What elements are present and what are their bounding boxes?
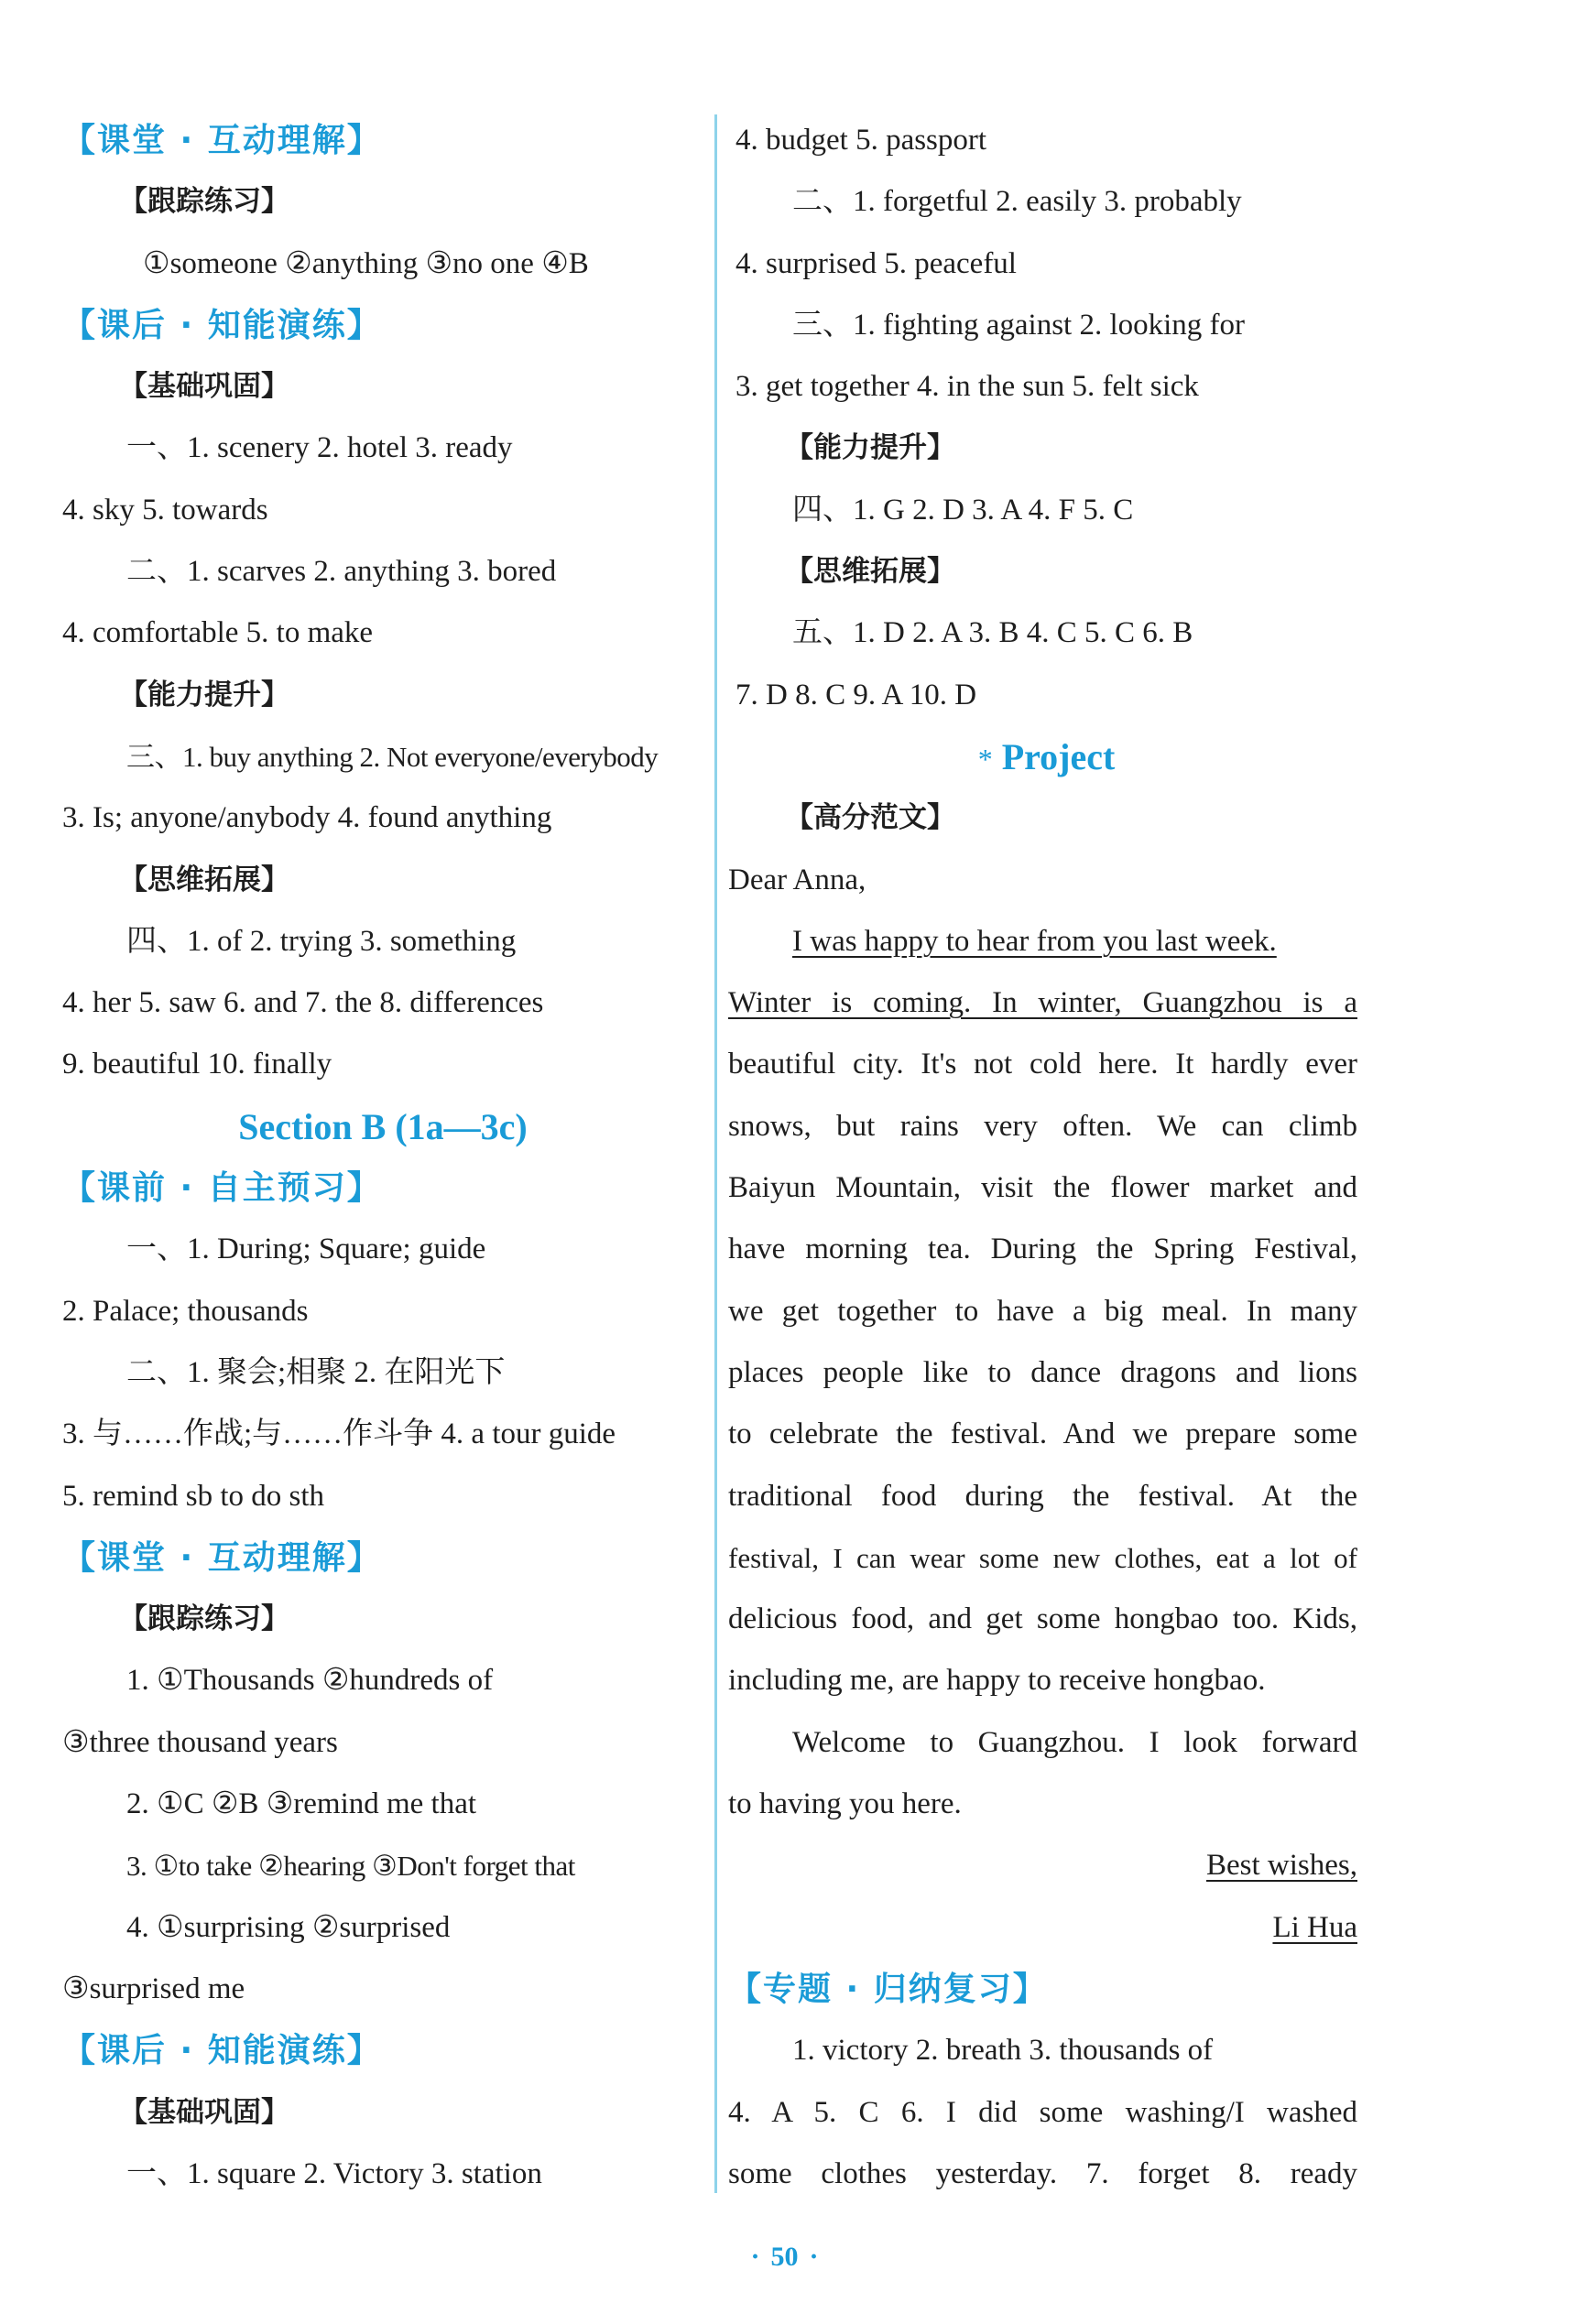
letter-line: beautiful city. It's not cold here. It hardly ever: [728, 1048, 1357, 1081]
letter-line: snows, but rains very often. We can climb: [728, 1109, 1357, 1143]
answer-line: 7. D 8. C 9. A 10. D: [735, 678, 977, 711]
left-column: [62, 110, 703, 2205]
letter-name: Li Hua: [1272, 1910, 1357, 1944]
answer-line: 一、1. During; Square; guide: [126, 1233, 486, 1266]
letter-line-text: I was happy to hear from you last week.: [792, 924, 1277, 958]
answer-line: 一、1. scenery 2. hotel 3. ready: [126, 431, 513, 465]
letter-line: including me, are happy to receive hongbao.: [728, 1664, 1266, 1698]
answer-line: ③three thousand years: [62, 1725, 338, 1759]
answer-line: ③surprised me: [62, 1971, 245, 2005]
heading-kehou-1: 【课后 · 知能演练】: [62, 306, 382, 344]
answer-line: 3. ①to take ②hearing ③Don't forget that: [126, 1850, 575, 1883]
page-number: 50: [770, 2242, 799, 2272]
subheading-nengli-1: 【能力提升】: [119, 678, 289, 711]
heading-ketang-1: 【课堂 · 互动理解】: [62, 122, 382, 159]
right-column: [728, 110, 1365, 2205]
answer-line: 三、1. fighting against 2. looking for: [792, 308, 1246, 342]
answer-line: 一、1. square 2. Victory 3. station: [126, 2156, 542, 2190]
answer-line: 2. Palace; thousands: [62, 1294, 309, 1328]
page-dot-right: ·: [809, 2242, 819, 2272]
letter-salutation: Dear Anna,: [728, 863, 866, 896]
letter-name-row: [728, 1897, 1365, 1959]
answer-line: 2. ①C ②B ③remind me that: [126, 1787, 477, 1821]
project-title-row: [728, 726, 1365, 787]
page-number-row: [0, 2242, 1569, 2273]
letter-line: festival, I can wear some new clothes, eat a lot of: [728, 1541, 1357, 1574]
project-title: Project: [1001, 735, 1116, 777]
answer-line: 4. A 5. C 6. I did some washing/I washed: [728, 2095, 1357, 2129]
page-dot-left: ·: [750, 2242, 760, 2272]
answer-line: 四、1. G 2. D 3. A 4. F 5. C: [792, 493, 1134, 527]
subheading-genzong-1: 【跟踪练习】: [119, 185, 289, 219]
subheading-nengli-2: 【能力提升】: [785, 431, 955, 465]
heading-keqian: 【课前 · 自主预习】: [62, 1169, 382, 1208]
answer-line: ①someone ②anything ③no one ④B: [143, 246, 589, 280]
letter-line: have morning tea. During the Spring Festival,: [728, 1233, 1357, 1266]
letter-line: delicious food, and get some hongbao too. Kids,: [728, 1602, 1357, 1636]
letter-line: places people like to dance dragons and lions: [728, 1355, 1357, 1389]
answer-line: 二、1. 聚会;相聚 2. 在阳光下: [126, 1355, 506, 1389]
answer-line: some clothes yesterday. 7. forget 8. ready: [728, 2156, 1357, 2190]
subheading-jichu-1: 【基础巩固】: [119, 370, 289, 404]
heading-zhuanti: 【专题 · 归纳复习】: [728, 1970, 1048, 2008]
answer-line: 4. her 5. saw 6. and 7. the 8. differences: [62, 986, 544, 1020]
letter-signoff-row: [728, 1835, 1365, 1896]
heading-ketang-2: 【课堂 · 互动理解】: [62, 1538, 382, 1577]
letter-line: we get together to have a big meal. In many: [728, 1294, 1357, 1328]
letter-line: Baiyun Mountain, visit the flower market and: [728, 1171, 1357, 1205]
answer-line: 9. beautiful 10. finally: [62, 1048, 332, 1081]
section-title: Section B (1a—3c): [238, 1105, 528, 1147]
answer-line: 4. ①surprising ②surprised: [126, 1910, 451, 1944]
answer-line: 1. victory 2. breath 3. thousands of: [792, 2034, 1214, 2068]
letter-line: to celebrate the festival. And we prepare some: [728, 1417, 1357, 1451]
subheading-siwei-2: 【思维拓展】: [785, 555, 955, 589]
heading-kehou-2: 【课后 · 知能演练】: [62, 2032, 382, 2070]
answer-line: 二、1. forgetful 2. easily 3. probably: [792, 185, 1242, 219]
answer-line: 4. surprised 5. peaceful: [735, 246, 1017, 280]
column-divider: [714, 114, 717, 2193]
letter-closing: Welcome to Guangzhou. I look forward: [792, 1725, 1357, 1759]
letter-line: Winter is coming. In winter, Guangzhou is a: [728, 986, 1357, 1020]
answer-line: 3. Is; anyone/anybody 4. found anything: [62, 801, 552, 835]
letter-closing: to having you here.: [728, 1787, 962, 1821]
letter-line: traditional food during the festival. At the: [728, 1479, 1357, 1513]
subheading-fanwen: 【高分范文】: [785, 801, 955, 835]
subheading-jichu-2: 【基础巩固】: [119, 2095, 289, 2129]
answer-line: 4. comfortable 5. to make: [62, 616, 374, 650]
answer-line: 5. remind sb to do sth: [62, 1479, 324, 1513]
answer-line: 四、1. of 2. trying 3. something: [126, 924, 517, 958]
letter-signoff: Best wishes,: [1206, 1849, 1357, 1883]
answer-line: 五、1. D 2. A 3. B 4. C 5. C 6. B: [792, 616, 1193, 650]
answer-line: 4. sky 5. towards: [62, 493, 268, 527]
letter-line: [728, 911, 1365, 972]
answer-line: 3. get together 4. in the sun 5. felt sick: [735, 370, 1199, 404]
subheading-siwei-1: 【思维拓展】: [119, 863, 289, 896]
answer-line: 三、1. buy anything 2. Not everyone/everybody: [126, 740, 659, 773]
answer-line: 4. budget 5. passport: [735, 124, 987, 157]
answer-line: 1. ①Thousands ②hundreds of: [126, 1664, 494, 1698]
star-icon: *: [977, 742, 993, 776]
answer-line: 3. 与……作战;与……作斗争 4. a tour guide: [62, 1417, 616, 1451]
subheading-genzong-2: 【跟踪练习】: [119, 1602, 289, 1636]
answer-line: 二、1. scarves 2. anything 3. bored: [126, 555, 557, 589]
